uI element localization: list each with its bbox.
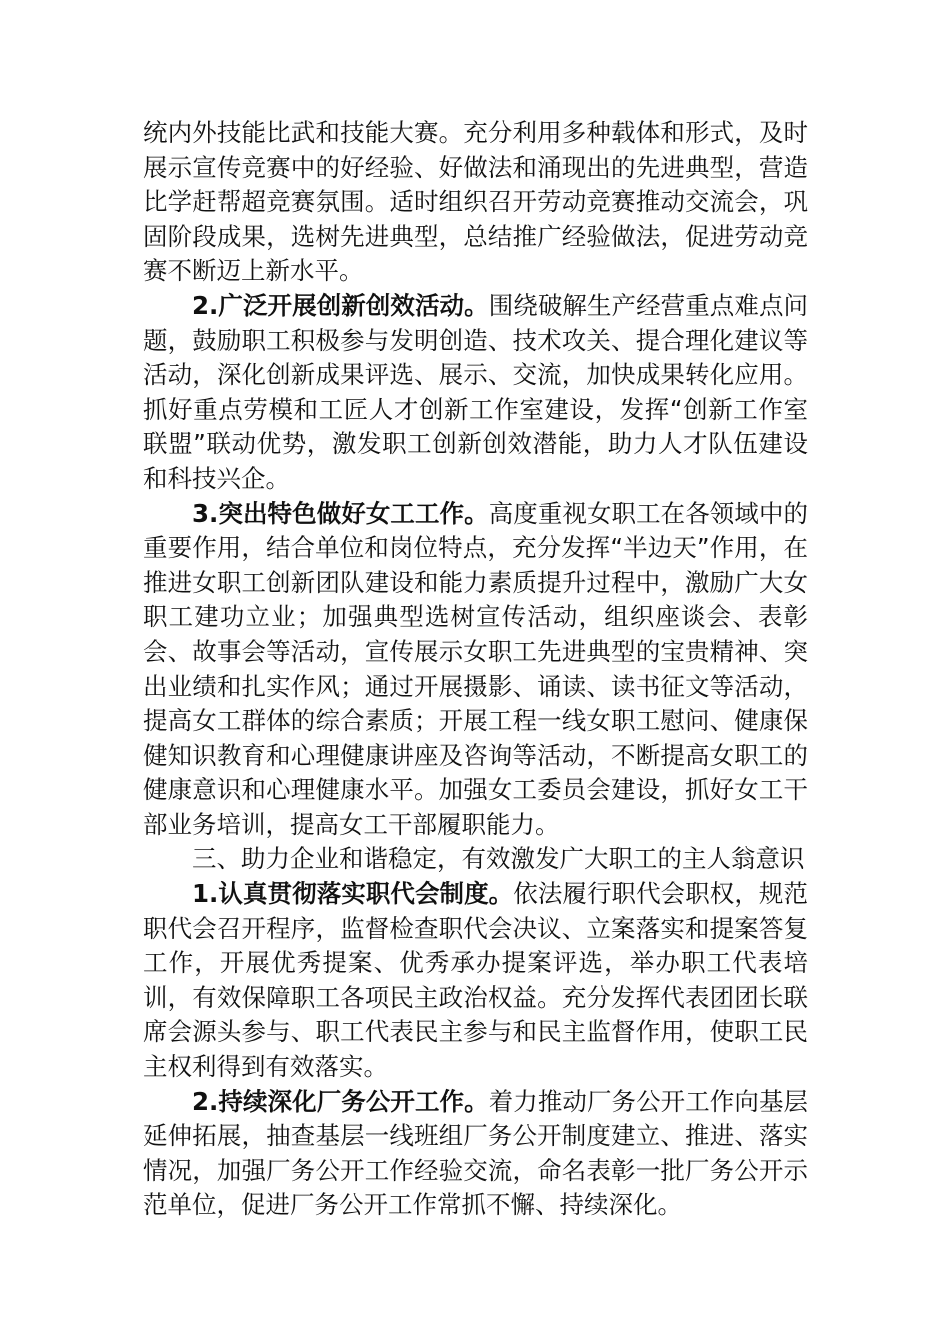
paragraph-heading: 2.持续深化厂务公开工作。: [192, 1086, 489, 1116]
paragraph-heading: 2.广泛开展创新创效活动。: [192, 290, 489, 320]
section-heading-text: 三、助力企业和谐稳定，有效激发广大职工的主人翁意识: [192, 844, 805, 874]
paragraph-text: 高度重视女职工在各领域中的重要作用，结合单位和岗位特点，充分发挥“半边天”作用，在推进女职工创新团队建设和能力素质提升过程中，激励广大女职工建功立业；加强典型选树宣传活动，组织座谈会、表彰会、故事会等活动，宣传展示女职工先进典型的宝贵精神、突出业绩和扎实作风；通过开展摄影、诵读、读书征文等活动，提高女工群体的综合素质；开展工程一线女职工慰问、健康保健知识教育和心理健康讲座及咨询等活动，不断提高女职工的健康意识和心理健康水平。加强女工委员会建设，抓好女工干部业务培训，提高女工干部履职能力。: [143, 498, 809, 839]
paragraph-text: 着力推动厂务公开工作向基层延伸拓展，抽查基层一线班组厂务公开制度建立、推进、落实情况，加强厂务公开工作经验交流，命名表彰一批厂务公开示范单位，促进厂务公开工作常抓不懈、持续深化。: [143, 1086, 809, 1220]
paragraph-female-workers: [143, 497, 808, 843]
document-body: [143, 116, 808, 1223]
paragraph-text: 围绕破解生产经营重点难点问题，鼓励职工积极参与发明创造、技术攻关、提合理化建议等活动，深化创新成果评选、展示、交流，加快成果转化应用。抓好重点劳模和工匠人才创新工作室建设，发挥“创新工作室联盟”联动优势，激发职工创新创效潜能，助力人才队伍建设和科技兴企。: [143, 290, 809, 493]
paragraph-heading: 3.突出特色做好女工工作。: [192, 498, 489, 528]
paragraph-text: 统内外技能比武和技能大赛。充分利用多种载体和形式，及时展示宣传竞赛中的好经验、好做法和涌现出的先进典型，营造比学赶帮超竞赛氛围。适时组织召开劳动竞赛推动交流会，巩固阶段成果，选树先进典型，总结推广经验做法，促进劳动竞赛不断迈上新水平。: [143, 118, 808, 286]
paragraph-text: 依法履行职代会职权，规范职代会召开程序，监督检查职代会决议、立案落实和提案答复工作，开展优秀提案、优秀承办提案评选，举办职工代表培训，有效保障职工各项民主政治权益。充分发挥代表团团长联席会源头参与、职工代表民主参与和民主监督作用，使职工民主权利得到有效落实。: [143, 879, 809, 1082]
section-heading-three: [143, 842, 808, 877]
paragraph-congress-system: [143, 877, 808, 1085]
paragraph-heading: 1.认真贯彻落实职代会制度。: [192, 879, 514, 909]
paragraph-open-affairs: [143, 1085, 808, 1223]
paragraph-continuation: [143, 116, 808, 289]
paragraph-innovation-activities: [143, 289, 808, 497]
